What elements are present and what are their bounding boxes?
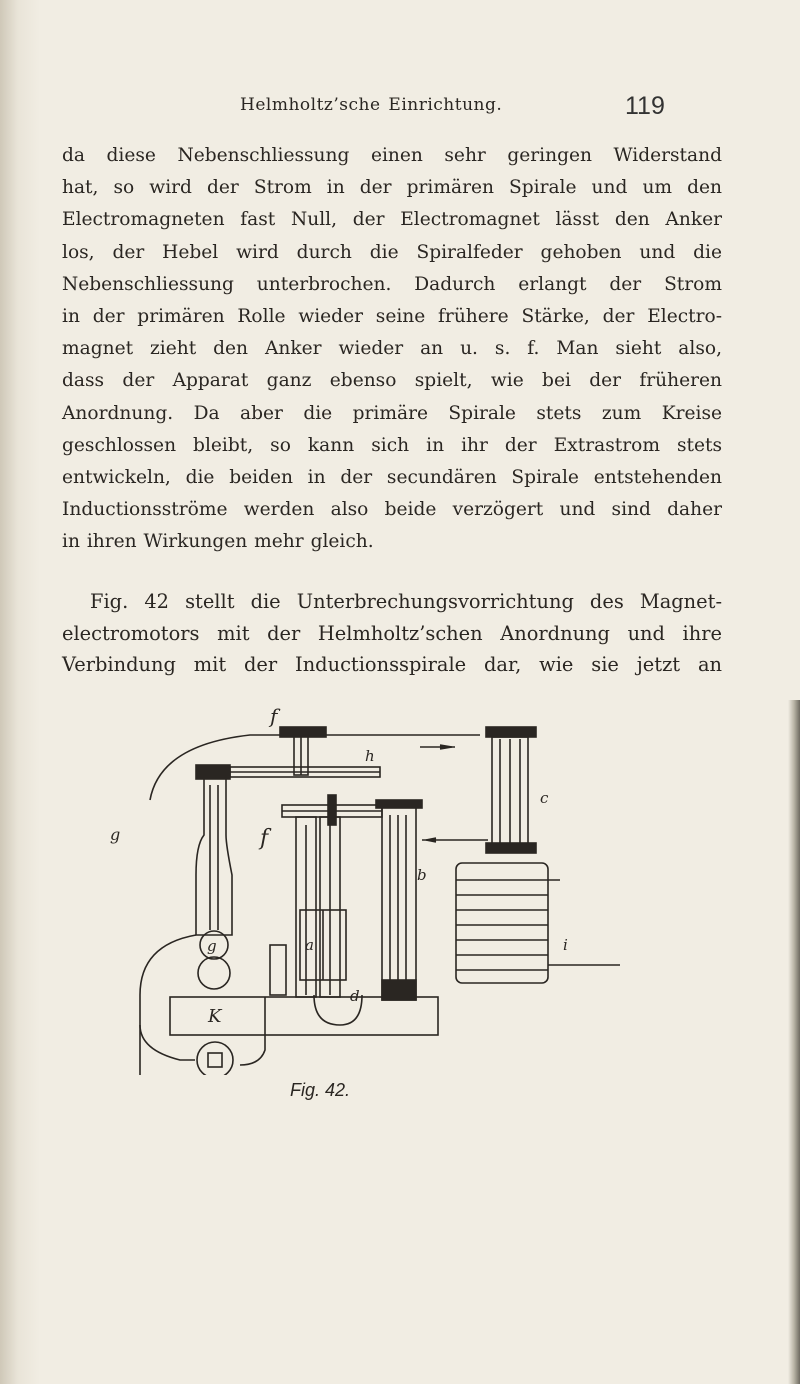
text-line: da diese Nebenschliessung einen sehr geringen Widerstand (62, 145, 722, 166)
text-line: in ihren Wirkungen mehr gleich. (62, 531, 374, 553)
text-line: los, der Hebel wird durch die Spiralfeder gehoben und die (62, 241, 722, 263)
text-line: dass der Apparat ganz ebenso spielt, wie bei der früheren (62, 370, 722, 392)
text-line: Electromagneten fast Null, der Electromagnet lässt den Anker (62, 209, 722, 231)
label-g-circle: g (207, 937, 217, 955)
label-c: c (540, 789, 549, 807)
paragraph-1 (62, 140, 722, 559)
text-line: in der primären Rolle wieder seine frühere Stärke, der Electro- (62, 306, 722, 328)
text-line: Fig. 42 stellt die Unterbrechungsvorrichtung des Magnet- (90, 590, 722, 613)
text-line: hat, so wird der Strom in der primären Spirale und um den (62, 177, 722, 199)
page-edge-shadow (788, 700, 800, 1384)
text-line: geschlossen bleibt, so kann sich in ihr der Extrastrom stets (62, 434, 722, 456)
label-d: d (350, 987, 360, 1005)
label-f-top: f (270, 705, 278, 728)
figure-caption: Fig. 42. (290, 1080, 351, 1100)
label-f-mid: f (260, 826, 269, 851)
page-gutter-shadow (0, 0, 40, 1384)
text-line: Nebenschliessung unterbrochen. Dadurch erlangt der Strom (62, 273, 722, 295)
label-a: a (305, 936, 314, 954)
text-line: entwickeln, die beiden in der secundären Spirale entstehenden (62, 467, 722, 489)
label-K: K (208, 1006, 222, 1027)
text-line: Inductionsströme werden also beide verzögert und sind daher (62, 499, 722, 521)
figure-42-diagram (100, 705, 620, 1075)
running-head: Helmholtz’sche Einrichtung. (240, 95, 503, 115)
label-i: i (563, 936, 568, 954)
text-line: Verbindung mit der Inductionsspirale dar, wie sie jetzt an (62, 653, 722, 676)
paragraph-2 (62, 586, 722, 681)
label-b: b (417, 866, 427, 884)
text-line: electromotors mit der Helmholtz’schen Anordnung und ihre (62, 621, 722, 645)
text-line: magnet zieht den Anker wieder an u. s. f. Man sieht also, (62, 338, 722, 360)
label-h: h (365, 747, 375, 765)
text-line: Anordnung. Da aber die primäre Spirale stets zum Kreise (62, 402, 722, 424)
page-number: 119 (625, 92, 665, 120)
label-g-left: g (110, 825, 121, 844)
